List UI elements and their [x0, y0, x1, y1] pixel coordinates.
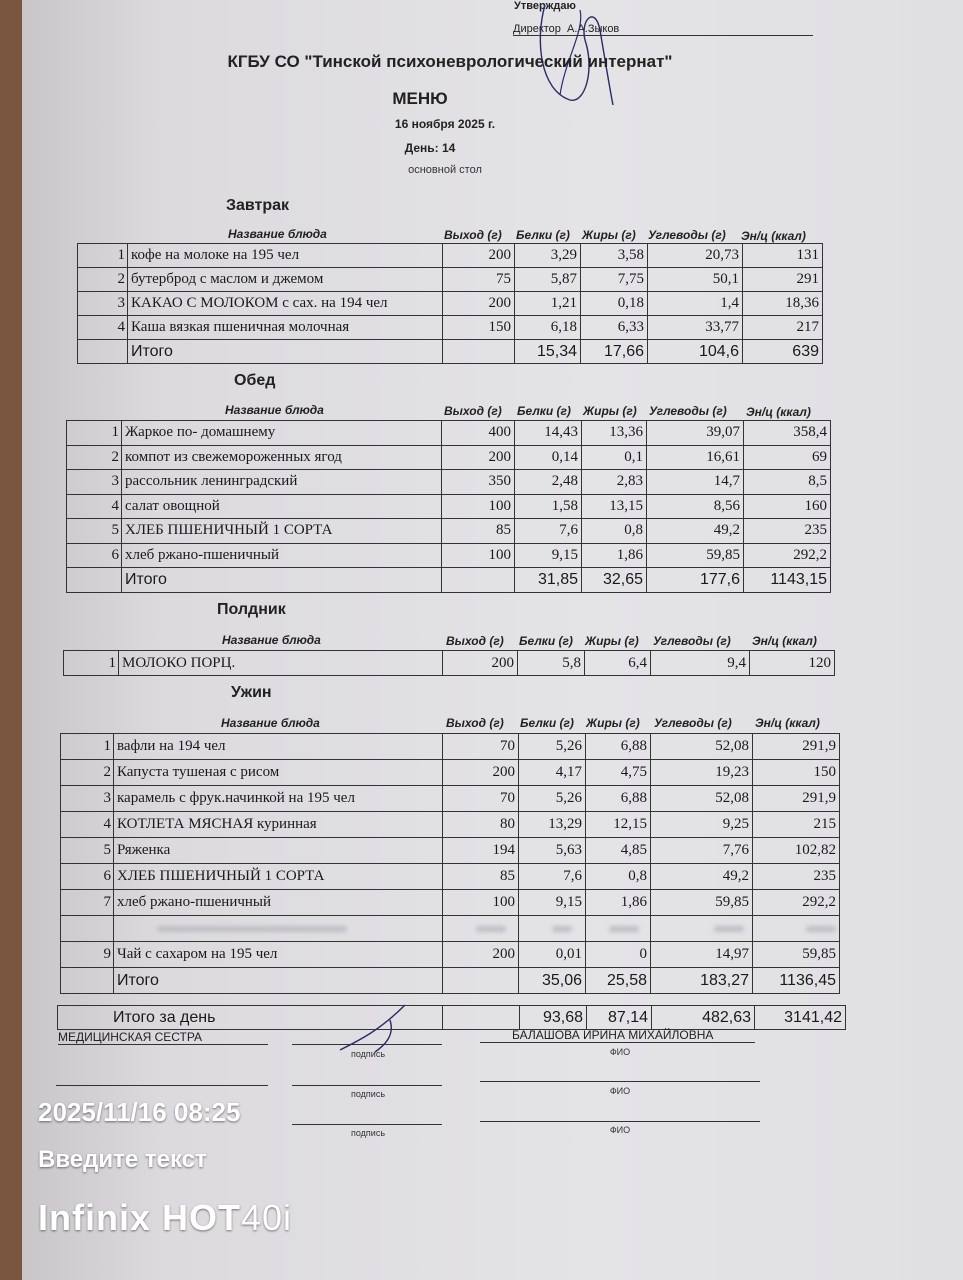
table-row: [64, 651, 835, 676]
dish-name: карамель с фрук.начинкой на 195 чел: [114, 786, 443, 812]
carbs-value: 14,7: [647, 470, 744, 495]
signature-line: [292, 1124, 442, 1125]
fat-value: 3,58: [581, 244, 648, 268]
redacted-cell: [586, 916, 651, 942]
dish-name: ХЛЕБ ПШЕНИЧНЫЙ 1 СОРТА: [122, 519, 442, 544]
carbs-value: 50,1: [648, 268, 743, 292]
fio-caption: ФИО: [609, 1086, 631, 1096]
fio-caption: ФИО: [609, 1047, 631, 1057]
energy-value: 18,36: [743, 292, 823, 316]
fio-line: [480, 1121, 760, 1122]
table-row: [67, 543, 831, 568]
row-number: 7: [61, 890, 114, 916]
carbs-value: 16,61: [647, 445, 744, 470]
table-row: [67, 494, 831, 519]
blank-cell: [61, 968, 114, 994]
carbs-value: 52,08: [651, 734, 753, 760]
output-value: 85: [443, 864, 519, 890]
energy-value: 235: [744, 519, 831, 544]
row-number: 2: [67, 445, 122, 470]
blank-cell: [443, 340, 515, 364]
fio-line: [480, 1081, 760, 1082]
snack-title: Полдник: [217, 601, 286, 618]
protein-value: 0,01: [519, 942, 586, 968]
carbs-value: 52,08: [651, 786, 753, 812]
col-header-energy: Эн/ц (ккал): [746, 405, 811, 419]
total-carbs: 104,6: [648, 340, 743, 364]
col-header-energy: Эн/ц (ккал): [755, 716, 820, 730]
table-row: [61, 942, 840, 968]
energy-value: 150: [753, 760, 840, 786]
output-value: 100: [442, 543, 515, 568]
output-value: 200: [443, 760, 519, 786]
table-row: [78, 316, 823, 340]
total-carbs: 177,6: [647, 568, 744, 593]
col-header-output: Выход (г): [446, 634, 504, 648]
col-header-carbs: Углеводы (г): [649, 404, 727, 418]
output-value: 100: [442, 494, 515, 519]
lunch-title: Обед: [234, 372, 276, 389]
redacted-cell: [519, 916, 586, 942]
energy-value: 358,4: [744, 421, 831, 446]
total-row: [61, 968, 840, 994]
col-header-fat: Жиры (г): [583, 404, 637, 418]
director-label: Директор: [513, 23, 561, 35]
col-header-carbs: Углеводы (г): [653, 634, 731, 648]
energy-value: 160: [744, 494, 831, 519]
dish-name: вафли на 194 чел: [114, 734, 443, 760]
energy-value: 131: [743, 244, 823, 268]
carbs-value: 7,76: [651, 838, 753, 864]
fat-value: 0,8: [586, 864, 651, 890]
col-header-name: Название блюда: [221, 716, 320, 730]
col-header-fat: Жиры (г): [585, 634, 639, 648]
carbs-value: 49,2: [651, 864, 753, 890]
dish-name: хлеб ржано-пшеничный: [122, 543, 442, 568]
fat-value: 1,86: [582, 543, 647, 568]
carbs-value: 39,07: [647, 421, 744, 446]
fat-value: 13,36: [582, 421, 647, 446]
signature-line: [58, 1044, 268, 1045]
dinner-title: Ужин: [231, 684, 272, 701]
carbs-value: 49,2: [647, 519, 744, 544]
output-value: 200: [443, 942, 519, 968]
energy-value: 69: [744, 445, 831, 470]
total-label: Итого: [122, 568, 442, 593]
energy-value: 292,2: [753, 890, 840, 916]
protein-value: 1,58: [515, 494, 582, 519]
row-number: 1: [61, 734, 114, 760]
dish-name: Каша вязкая пшеничная молочная: [128, 316, 443, 340]
table-row: [61, 838, 840, 864]
fat-value: 7,75: [581, 268, 648, 292]
col-header-energy: Эн/ц (ккал): [752, 634, 817, 648]
carbs-value: 9,25: [651, 812, 753, 838]
carbs-value: 33,77: [648, 316, 743, 340]
redacted-row: [61, 916, 840, 942]
fat-value: 0: [586, 942, 651, 968]
energy-value: 217: [743, 316, 823, 340]
total-energy: 1136,45: [753, 968, 840, 994]
protein-value: 4,17: [519, 760, 586, 786]
table-row: [61, 760, 840, 786]
row-number: 3: [67, 470, 122, 495]
protein-value: 5,87: [515, 268, 581, 292]
total-label: Итого: [128, 340, 443, 364]
organization-name: КГБУ СО "Тинской психоневрологический интернат": [227, 52, 673, 71]
day-total-table: [57, 1005, 846, 1030]
row-number: 6: [67, 543, 122, 568]
row-number: 1: [78, 244, 128, 268]
fat-value: 0,1: [582, 445, 647, 470]
output-value: 194: [443, 838, 519, 864]
day-total-row: [58, 1006, 846, 1030]
redacted-cell: [753, 916, 840, 942]
dish-name: КАКАО С МОЛОКОМ с сах. на 194 чел: [128, 292, 443, 316]
total-row: [78, 340, 823, 364]
total-protein: 35,06: [519, 968, 586, 994]
blank-cell: [67, 568, 122, 593]
carbs-value: 19,23: [651, 760, 753, 786]
energy-value: 291,9: [753, 786, 840, 812]
col-header-energy: Эн/ц (ккал): [741, 229, 806, 243]
dish-name: Ряженка: [114, 838, 443, 864]
approve-label: Утверждаю: [514, 0, 576, 12]
total-energy: 639: [743, 340, 823, 364]
fat-value: 12,15: [586, 812, 651, 838]
table-row: [78, 292, 823, 316]
fat-value: 6,33: [581, 316, 648, 340]
signature-caption: подпись: [350, 1049, 386, 1059]
col-header-name: Название блюда: [222, 633, 321, 647]
day-total-fat: 87,14: [587, 1006, 652, 1030]
row-number: 1: [64, 651, 119, 676]
energy-value: 8,5: [744, 470, 831, 495]
watermark-model-num: 40i: [241, 1197, 293, 1238]
day-total-label: Итого за день: [58, 1006, 443, 1030]
day-total-protein: 93,68: [520, 1006, 587, 1030]
col-header-fat: Жиры (г): [582, 228, 636, 242]
row-number: 5: [61, 838, 114, 864]
energy-value: 120: [750, 651, 835, 676]
col-header-protein: Белки (г): [519, 634, 573, 648]
protein-value: 3,29: [515, 244, 581, 268]
output-value: 200: [443, 651, 518, 676]
total-energy: 1143,15: [744, 568, 831, 593]
output-value: 100: [443, 890, 519, 916]
menu-date: 16 ноября 2025 г.: [394, 117, 496, 131]
total-fat: 17,66: [581, 340, 648, 364]
output-value: 150: [443, 316, 515, 340]
blank-cell: [78, 340, 128, 364]
nurse-label: МЕДИЦИНСКАЯ СЕСТРА: [58, 1030, 203, 1044]
watermark-brand: Infinix: [38, 1197, 151, 1238]
protein-value: 13,29: [519, 812, 586, 838]
fat-value: 2,83: [582, 470, 647, 495]
dish-name: ХЛЕБ ПШЕНИЧНЫЙ 1 СОРТА: [114, 864, 443, 890]
table-row: [61, 786, 840, 812]
output-value: 400: [442, 421, 515, 446]
protein-value: 14,43: [515, 421, 582, 446]
output-value: 200: [442, 445, 515, 470]
output-value: 75: [443, 268, 515, 292]
fat-value: 13,15: [582, 494, 647, 519]
protein-value: 6,18: [515, 316, 581, 340]
col-header-carbs: Углеводы (г): [648, 228, 726, 242]
carbs-value: 59,85: [651, 890, 753, 916]
fat-value: 0,18: [581, 292, 648, 316]
protein-value: 9,15: [519, 890, 586, 916]
dinner-table: [60, 733, 840, 994]
output-value: 350: [442, 470, 515, 495]
table-row: [67, 470, 831, 495]
row-number: 5: [67, 519, 122, 544]
total-row: [67, 568, 831, 593]
total-fat: 32,65: [582, 568, 647, 593]
output-value: 70: [443, 786, 519, 812]
redacted-cell: [651, 916, 753, 942]
energy-value: 235: [753, 864, 840, 890]
fat-value: 4,85: [586, 838, 651, 864]
blank-cell: [443, 968, 519, 994]
row-number: 4: [78, 316, 128, 340]
col-header-protein: Белки (г): [517, 404, 571, 418]
carbs-value: 8,56: [647, 494, 744, 519]
total-fat: 25,58: [586, 968, 651, 994]
output-value: 200: [443, 292, 515, 316]
table-row: [61, 812, 840, 838]
row-number: 2: [61, 760, 114, 786]
dish-name: салат овощной: [122, 494, 442, 519]
dish-name: бутерброд с маслом и джемом: [128, 268, 443, 292]
row-number: 4: [61, 812, 114, 838]
total-protein: 31,85: [515, 568, 582, 593]
carbs-value: 9,4: [651, 651, 750, 676]
output-value: 70: [443, 734, 519, 760]
energy-value: 59,85: [753, 942, 840, 968]
director-name: А.А.Зыков: [567, 23, 620, 35]
table-row: [78, 244, 823, 268]
dish-name: хлеб ржано-пшеничный: [114, 890, 443, 916]
row-number: 2: [78, 268, 128, 292]
output-value: 85: [442, 519, 515, 544]
col-header-protein: Белки (г): [516, 228, 570, 242]
fio-line: [480, 1042, 755, 1043]
watermark-model: HOT: [162, 1197, 242, 1238]
dish-name: кофе на молоке на 195 чел: [128, 244, 443, 268]
output-value: 200: [443, 244, 515, 268]
dish-name: Чай с сахаром на 195 чел: [114, 942, 443, 968]
table-row: [67, 421, 831, 446]
protein-value: 9,15: [515, 543, 582, 568]
protein-value: 5,63: [519, 838, 586, 864]
redacted-cell: [114, 916, 443, 942]
col-header-output: Выход (г): [446, 716, 504, 730]
day-total-energy: 3141,42: [755, 1006, 846, 1030]
camera-watermark: [38, 1197, 292, 1239]
signature-caption: подпись: [350, 1128, 386, 1138]
energy-value: 215: [753, 812, 840, 838]
dish-name: рассольник ленинградский: [122, 470, 442, 495]
protein-value: 7,6: [515, 519, 582, 544]
carbs-value: 14,97: [651, 942, 753, 968]
protein-value: 5,26: [519, 786, 586, 812]
col-header-name: Название блюда: [225, 403, 324, 417]
row-number: 3: [61, 786, 114, 812]
signature-line: [292, 1085, 442, 1086]
table-row: [78, 268, 823, 292]
row-number: 9: [61, 942, 114, 968]
fat-value: 6,88: [586, 786, 651, 812]
protein-value: 5,26: [519, 734, 586, 760]
page-title: МЕНЮ: [392, 89, 448, 108]
dish-name: Капуста тушеная с рисом: [114, 760, 443, 786]
signature-line: [56, 1085, 268, 1086]
breakfast-table: [77, 243, 823, 364]
carbs-value: 1,4: [648, 292, 743, 316]
total-protein: 15,34: [515, 340, 581, 364]
table-kind: основной стол: [408, 164, 482, 176]
col-header-name: Название блюда: [228, 227, 327, 241]
fat-value: 1,86: [586, 890, 651, 916]
fio-caption: ФИО: [609, 1125, 631, 1135]
blank-cell: [61, 916, 114, 942]
carbs-value: 59,85: [647, 543, 744, 568]
day-total-carbs: 482,63: [652, 1006, 755, 1030]
row-number: 1: [67, 421, 122, 446]
fat-value: 6,88: [586, 734, 651, 760]
lunch-table: [66, 420, 831, 593]
total-carbs: 183,27: [651, 968, 753, 994]
fat-value: 6,4: [585, 651, 651, 676]
dish-name: Жаркое по- домашнему: [122, 421, 442, 446]
snack-table: [63, 650, 835, 676]
table-row: [67, 519, 831, 544]
breakfast-title: Завтрак: [226, 197, 290, 214]
row-number: 6: [61, 864, 114, 890]
energy-value: 292,2: [744, 543, 831, 568]
table-row: [61, 864, 840, 890]
protein-value: 0,14: [515, 445, 582, 470]
protein-value: 5,8: [518, 651, 585, 676]
redacted-cell: [443, 916, 519, 942]
protein-value: 7,6: [519, 864, 586, 890]
col-header-output: Выход (г): [444, 404, 502, 418]
output-value: 80: [443, 812, 519, 838]
energy-value: 291,9: [753, 734, 840, 760]
col-header-output: Выход (г): [444, 228, 502, 242]
col-header-carbs: Углеводы (г): [654, 716, 732, 730]
total-label: Итого: [114, 968, 443, 994]
dish-name: МОЛОКО ПОРЦ.: [119, 651, 443, 676]
dish-name: КОТЛЕТА МЯСНАЯ куринная: [114, 812, 443, 838]
row-number: 4: [67, 494, 122, 519]
col-header-fat: Жиры (г): [586, 716, 640, 730]
col-header-protein: Белки (г): [520, 716, 574, 730]
row-number: 3: [78, 292, 128, 316]
energy-value: 102,82: [753, 838, 840, 864]
table-row: [67, 445, 831, 470]
signature-caption: подпись: [350, 1089, 386, 1099]
dish-name: компот из свежемороженных ягод: [122, 445, 442, 470]
blank-cell: [442, 568, 515, 593]
table-row: [61, 734, 840, 760]
photo-text-prompt[interactable]: Введите текст: [38, 1146, 207, 1173]
protein-value: 1,21: [515, 292, 581, 316]
photo-timestamp: 2025/11/16 08:25: [38, 1097, 241, 1127]
protein-value: 2,48: [515, 470, 582, 495]
table-row: [61, 890, 840, 916]
blank-cell: [443, 1006, 520, 1030]
fat-value: 0,8: [582, 519, 647, 544]
energy-value: 291: [743, 268, 823, 292]
fat-value: 4,75: [586, 760, 651, 786]
menu-day: День: 14: [404, 141, 456, 155]
nurse-name: БАЛАШОВА ИРИНА МИХАЙЛОВНА: [512, 1028, 714, 1042]
carbs-value: 20,73: [648, 244, 743, 268]
